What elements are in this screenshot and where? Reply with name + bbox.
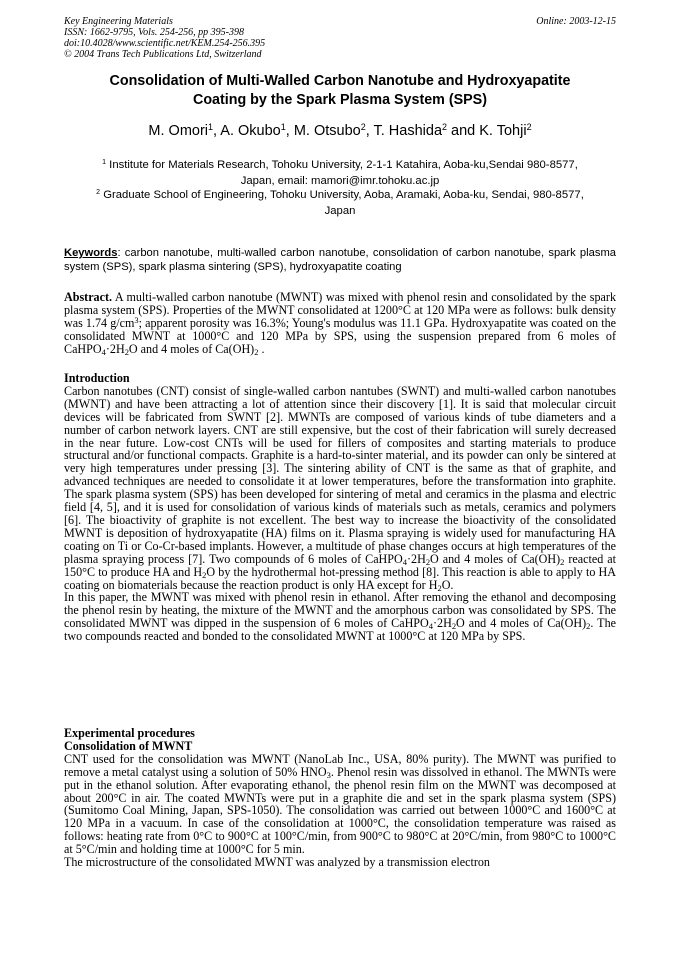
section-heading: Experimental procedures xyxy=(64,726,195,740)
abstract-text: ; apparent porosity was 16.3%; Young's modulus was 11.1 GPa. Hydroxyapatite was coated on the consolidated MWNT at 1000°C and 120 MPa by SPS, using the suspension prepared from 6 moles of CaHPO xyxy=(64,315,617,356)
title-line-1: Consolidation of Multi-Walled Carbon Nanotube and Hydroxyapatite xyxy=(109,73,571,89)
author-separator: , xyxy=(365,123,374,139)
keywords xyxy=(64,246,616,274)
paragraph-text: ·2H xyxy=(433,616,452,631)
journal-header xyxy=(64,16,616,60)
subscript: 2 xyxy=(560,556,565,567)
abstract-text: A multi-walled carbon nanotube (MWNT) was mixed with phenol resin and consolidated by the spark plasma system (SPS). Properties of the MWNT consolidated at 1200°C at 120 MPa were as follows: bulk density was 1.74 g/cm xyxy=(64,290,616,330)
paragraph-text: O and 4 moles of Ca(OH) xyxy=(456,616,587,631)
paragraph-text: CNT used for the consolidation was MWNT (NanoLab Inc., USA, 80% purity). The MWNT was purified to remove a metal catalyst using a solution of 50% HNO xyxy=(64,751,616,779)
author-list xyxy=(64,122,616,140)
keywords-label: Keywords xyxy=(64,247,118,259)
abstract-label: Abstract. xyxy=(64,290,113,304)
abstract-text: ·2H xyxy=(105,341,125,356)
affiliation-text: Japan xyxy=(324,205,356,217)
affiliation-1 xyxy=(64,157,616,189)
issn-line: ISSN: 1662-9795, Vols. 254-256, pp 395-398 xyxy=(64,27,244,38)
subscript: 4 xyxy=(428,621,433,632)
author-affiliation-mark: 1 xyxy=(280,122,286,133)
experimental-section xyxy=(64,727,616,869)
subscript: 2 xyxy=(586,621,591,632)
author-affiliation-mark: 2 xyxy=(442,122,448,133)
author-affiliation-mark: 2 xyxy=(526,122,532,133)
journal-name: Key Engineering Materials xyxy=(64,16,173,27)
author: M. Omori xyxy=(148,123,209,139)
paragraph: The microstructure of the consolidated MWNT was analyzed by a transmission electron xyxy=(64,855,490,870)
paragraph-text: O and 4 moles of Ca(OH) xyxy=(430,551,561,566)
subsection-heading: Consolidation of MWNT xyxy=(64,738,193,753)
affiliation-text: Institute for Materials Research, Tohoku University, 2-1-1 Katahira, Aoba-ku,Sendai 980-8577, xyxy=(106,159,578,171)
author: T. Hashida xyxy=(373,123,443,139)
affiliation-text: Graduate School of Engineering, Tohoku University, Aoba, Aramaki, Aoba-ku, Sendai, 980-8577, xyxy=(100,189,584,201)
subscript: 2 xyxy=(254,346,259,357)
paragraph-text: . Phenol resin was dissolved in ethanol. The MWNTs were put in the ethanol solution. After evaporating ethanol, the phenol resin film on the MWNT was decomposed at about 200°C in air. The coated MWNTs were put in a graphite die and set in the spark plasma system (SPS) (Sumitomo Coal Mining, Japan, SPS-1050). The consolidation was carried out between 1000°C and 1600°C at 120 MPa in a vacuum. In case of the consolidation at 1000°C, the consolidation temperature was raised as follows: heating rate from 0°C to 900°C at 100°C/min, from 900°C to 980°C at 20°C/min, from 980°C to 1000°C at 5°C/min and holding time at 1000°C for 5 min. xyxy=(64,764,616,857)
paper-title xyxy=(64,72,616,110)
author: A. Okubo xyxy=(220,123,281,139)
abstract-text: O and 4 moles of Ca(OH) xyxy=(128,341,255,356)
author-affiliation-mark: 1 xyxy=(208,122,214,133)
author-separator: , xyxy=(285,123,294,139)
paragraph-text: . The two compounds reacted and bonded to the consolidated MWNT at 1000°C at 120 MPa by SPS. xyxy=(64,616,616,644)
affiliation-text: Japan, email: mamori@imr.tohoku.ac.jp xyxy=(240,175,440,187)
online-date: Online: 2003-12-15 xyxy=(536,16,616,27)
doi-line[interactable]: doi:10.4028/www.scientific.net/KEM.254-256.395 xyxy=(64,38,266,49)
paragraph-text: ·2H xyxy=(407,551,426,566)
subscript: 3 xyxy=(326,769,331,780)
subscript: 2 xyxy=(425,556,431,567)
affiliation-mark: 1 xyxy=(102,159,107,167)
subscript: 4 xyxy=(101,346,106,357)
abstract xyxy=(64,291,616,356)
subscript: 4 xyxy=(402,556,407,567)
copyright-line: © 2004 Trans Tech Publications Ltd, Switzerland xyxy=(64,49,262,60)
paragraph xyxy=(64,385,616,592)
superscript: 3 xyxy=(134,315,139,326)
keywords-text: : carbon nanotube, multi-walled carbon nanotube, consolidation of carbon nanotube, spark plasma system (SPS), spark plasma sintering (SPS), hydroxyapatite coating xyxy=(64,247,616,273)
author-separator: , xyxy=(213,123,221,139)
paragraph-text: O by the hydrothermal hot-pressing method [8]. This reaction is able to apply to HA coating on biomaterials because the reaction product is only HA except for H xyxy=(64,564,617,592)
subscript: 2 xyxy=(437,582,442,593)
title-line-2: Coating by the Spark Plasma System (SPS) xyxy=(193,92,487,108)
affiliation-2 xyxy=(64,187,616,219)
affiliation-mark: 2 xyxy=(96,189,101,197)
abstract-text: . xyxy=(258,341,265,356)
paragraph-text: In this paper, the MWNT was mixed with phenol resin in ethanol. After removing the ethanol and decomposing the phenol resin by heating, the mixture of the MWNT and the amorphous carbon was consolidated by SPS. The consolidated MWNT was dipped in the suspension of 6 moles of CaHPO xyxy=(64,590,616,631)
author-affiliation-mark: 2 xyxy=(360,122,366,133)
paragraph-text: reacted at 150°C to produce HA and H xyxy=(64,551,616,579)
author: M. Otsubo xyxy=(293,123,361,139)
author: K. Tohji xyxy=(479,123,527,139)
paragraph xyxy=(64,591,616,643)
author-separator: and xyxy=(447,123,480,139)
paragraph-text: Carbon nanotubes (CNT) consist of single-walled carbon nantubes (SWNT) and multi-walled carbon nanotubes (MWNT) and have been attracting a lot of attention since their discovery [1]. It is said that molecular circuit devices will be fabricated from SWNT [2]. MWNTs are composed of various kinds of tube diameters and a number of carbon network layers. CNT are still expensive, but the cost of their fabrication will surely decreased in the near future. Low-cost CNTs will be used for fillers of composites and starting materials to produce structural and/or functional compacts. Graphite is a hard-to-sinter material, and its powder can only be sintered at very high temperatures under pressing [3]. The sintering ability of CNT is the same as that of graphite, and advanced techniques are needed to consolidate it at lower temperatures, before the transformation into graphite. The spark plasma system (SPS) has been developed for sintering of metal and ceramics in the plasma and electric field [4, 5], and it is used for consolidation of various kinds of materials such as metals, ceramics and polymers [6]. The bioactivity of graphite is not excellent. The best way to increase the bioactivity of the consolidated MWNT is deposition of hydroxyapatite (HA) films on it. Plasma spraying is widely used for manufacturing HA coating on Ti or Co-Cr-based implants. However, a multitude of phase changes occurs at high temperatures of the plasma spraying process [7]. Two compounds of 6 moles of CaHPO xyxy=(64,383,616,566)
section-heading: Introduction xyxy=(64,371,130,385)
introduction-section xyxy=(64,372,616,643)
paragraph-text: O. xyxy=(441,577,454,592)
subscript: 2 xyxy=(202,569,207,580)
paragraph xyxy=(64,753,616,856)
subscript: 2 xyxy=(124,346,129,357)
subscript: 2 xyxy=(451,621,457,632)
